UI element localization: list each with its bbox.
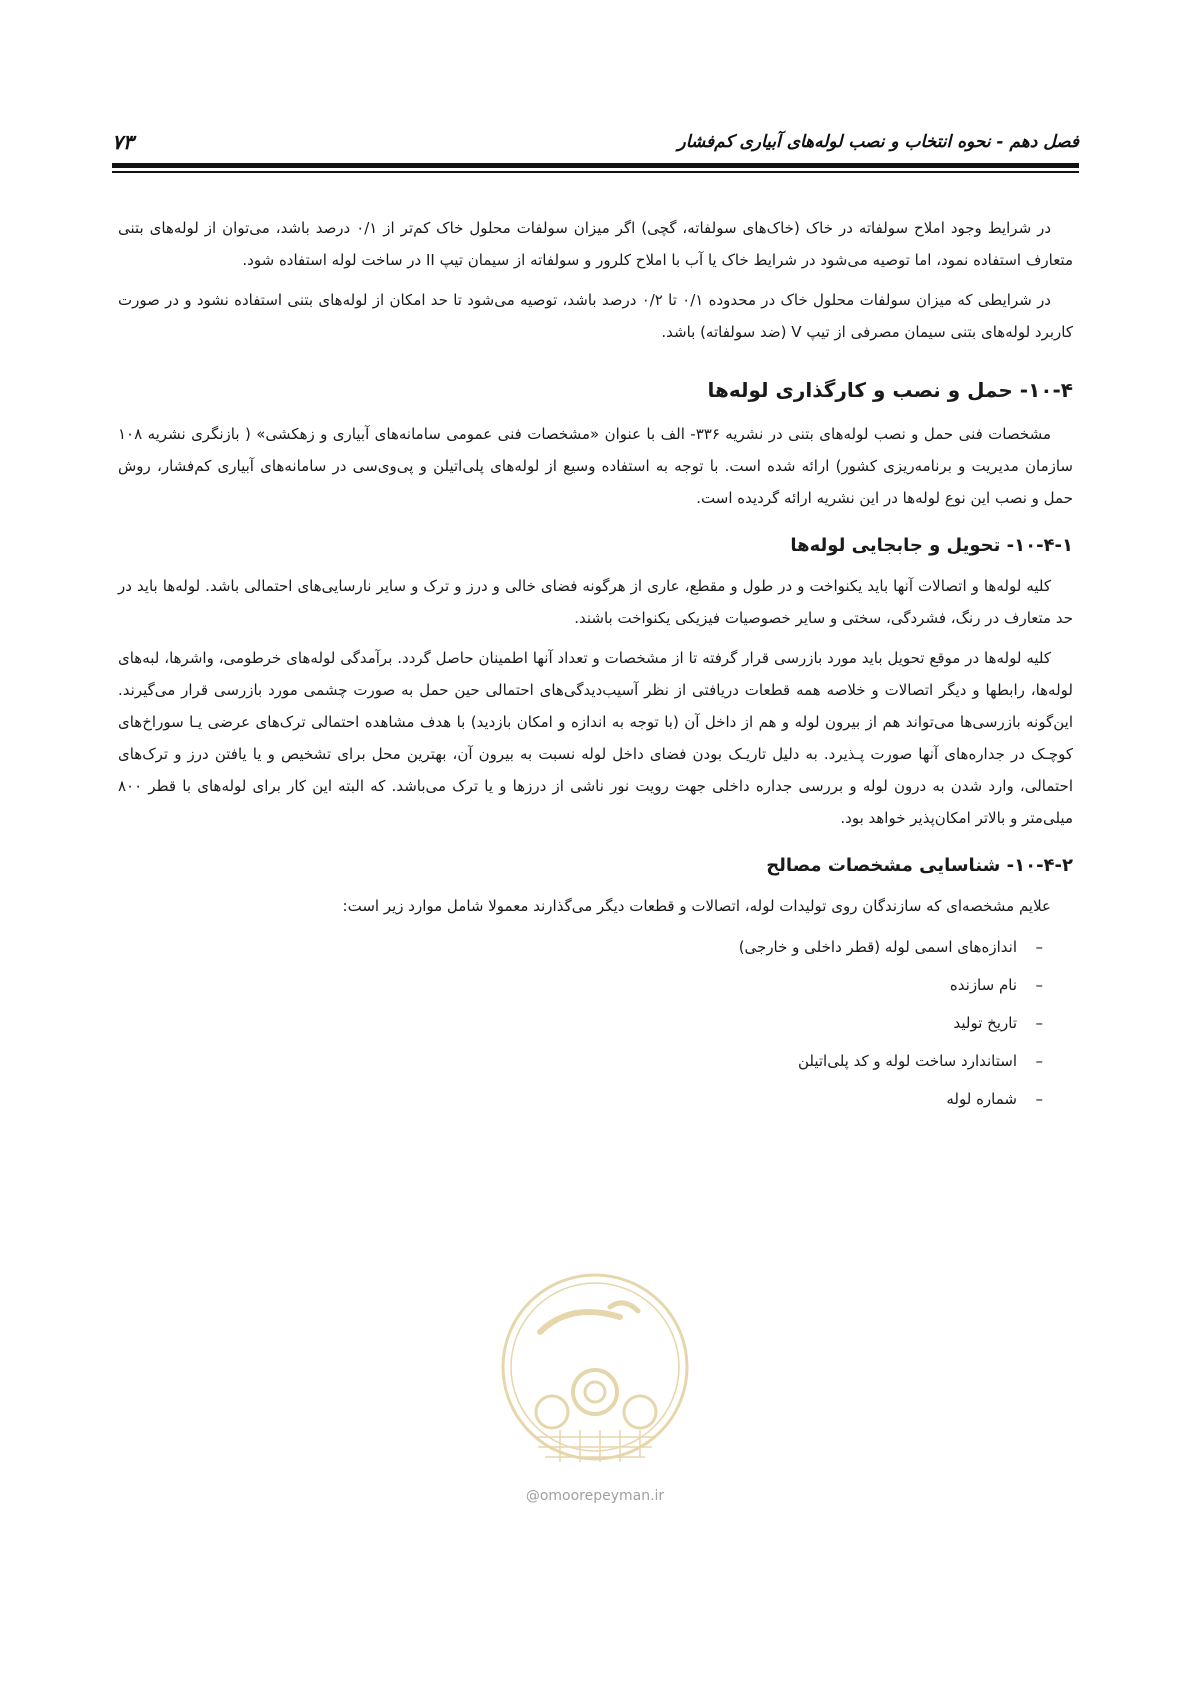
dash-bullet: – (1035, 976, 1043, 994)
header-rule-thick (112, 163, 1079, 168)
watermark-url: @omoorepeyman.ir (525, 1488, 665, 1504)
list-item-text: شماره لوله (946, 1090, 1017, 1108)
list-item (118, 1042, 1043, 1080)
list-item (118, 1004, 1043, 1042)
list-item (118, 928, 1043, 966)
subsection-heading: ۱۰-۴-۲- شناسایی مشخصات مصالح (766, 855, 1073, 876)
paragraph: کلیه لوله‌ها و اتصالات آنها باید یکنواخت و در طول و مقطع، عاری از هرگونه فضای خالی و درز و ترک و سایر نارسایی‌های احتمالی باشد. لوله‌ها باید در حد متعارف در رنگ، فشردگی، سختی و سایر خصوصیات فیزیکی یکنواخت باشند. (118, 577, 1073, 627)
paragraph: در شرایطی که میزان سولفات محلول خاک در محدوده ۰/۱ تا ۰/۲ درصد باشد، توصیه می‌شود تا حد امکان از لوله‌های بتنی استفاده نشود و در صورت کاربرد لوله‌های بتنی سیمان مصرفی از تیپ V (ضد سولفاته) باشد. (118, 291, 1073, 341)
list-item (118, 966, 1043, 1004)
marking-list (118, 928, 1073, 1118)
list-item (118, 1080, 1043, 1118)
watermark-logo-icon (490, 1262, 700, 1517)
watermark-logo (490, 1262, 700, 1517)
header-rule-thin (112, 171, 1079, 173)
dash-bullet: – (1035, 1014, 1043, 1032)
page-number: ۷۳ (112, 130, 134, 154)
subsection-heading: ۱۰-۴-۱- تحویل و جابجایی لوله‌ها (790, 535, 1073, 556)
list-item-text: تاریخ تولید (953, 1014, 1017, 1032)
dash-bullet: – (1035, 1090, 1043, 1108)
paragraph: کلیه لوله‌ها در موقع تحویل باید مورد بازرسی قرار گرفته تا از مشخصات و تعداد آنها اطمینان حاصل گردد. برآمدگی لوله‌های خرطومی، واشرها، لبه‌های لوله‌ها، رابطها و دیگر اتصالات و خلاصه همه قطعات دریافتی از نظر آسیب‌دیدگی‌های احتمالی حین حمل به صورت چشمی مورد بازرسی قرار می‌گیرند. این‌گونه بازرسی‌ها می‌تواند هم از بیرون لوله و هم از داخل آن (با توجه به اندازه و امکان بازدید) با هدف مشاهده احتمالی ترک‌های عرضی یـا سوراخ‌های کوچـک در جداره‌های آنها صورت پـذیرد. به دلیل تاریـک بودن فضای داخل لوله نسبت به بیرون آن، بهترین محل برای تشخیص و یا یافتن درز و ترک‌های احتمالی، وارد شدن به درون لوله و بررسی جداره داخلی جهت رویت نور ناشی از درزها و یا ترک می‌باشد. که البته این کار برای لوله‌های با قطر ۸۰۰ میلی‌متر و بالاتر امکان‌پذیر خواهد بود. (118, 649, 1073, 827)
dash-bullet: – (1035, 938, 1043, 956)
list-intro: علایم مشخصه‌ای که سازندگان روی تولیدات لوله، اتصالات و قطعات دیگر می‌گذارند معمولا شامل موارد زیر است: (342, 897, 1051, 915)
running-header (112, 128, 1079, 158)
paragraph: مشخصات فنی حمل و نصب لوله‌های بتنی در نشریه ۳۳۶- الف با عنوان «مشخصات فنی عمومی سامانه‌های آبیاری و زهکشی» ( بازنگری نشریه ۱۰۸ سازمان مدیریت و برنامه‌ریزی کشور) ارائه شده است. با توجه به استفاده وسیع از لوله‌های پلی‌اتیلن و پی‌وی‌سی در سامانه‌های آبیاری کم‌فشار، روش حمل و نصب این نوع لوله‌ها در این نشریه ارائه گردیده است. (118, 425, 1073, 507)
list-item-text: اندازه‌های اسمی لوله (قطر داخلی و خارجی) (738, 938, 1017, 956)
paragraph: در شرایط وجود املاح سولفاته در خاک (خاک‌های سولفاته، گچی) اگر میزان سولفات محلول خاک کم‌تر از ۰/۱ درصد باشد، می‌توان از لوله‌های بتنی متعارف استفاده نمود، اما توصیه می‌شود در شرایط خاک یا آب با املاح کلرور و سولفاته از سیمان تیپ II در ساخت لوله استفاده شود. (118, 219, 1073, 269)
header-title: فصل دهم - نحوه انتخاب و نصب لوله‌های آبیاری کم‌فشار (677, 132, 1079, 152)
dash-bullet: – (1035, 1052, 1043, 1070)
list-item-text: استاندارد ساخت لوله و کد پلی‌اتیلن (797, 1052, 1017, 1070)
body-content (118, 212, 1073, 1118)
list-item-text: نام سازنده (949, 976, 1017, 994)
section-heading: ۱۰-۴- حمل و نصب و کارگذاری لوله‌ها (707, 378, 1073, 402)
